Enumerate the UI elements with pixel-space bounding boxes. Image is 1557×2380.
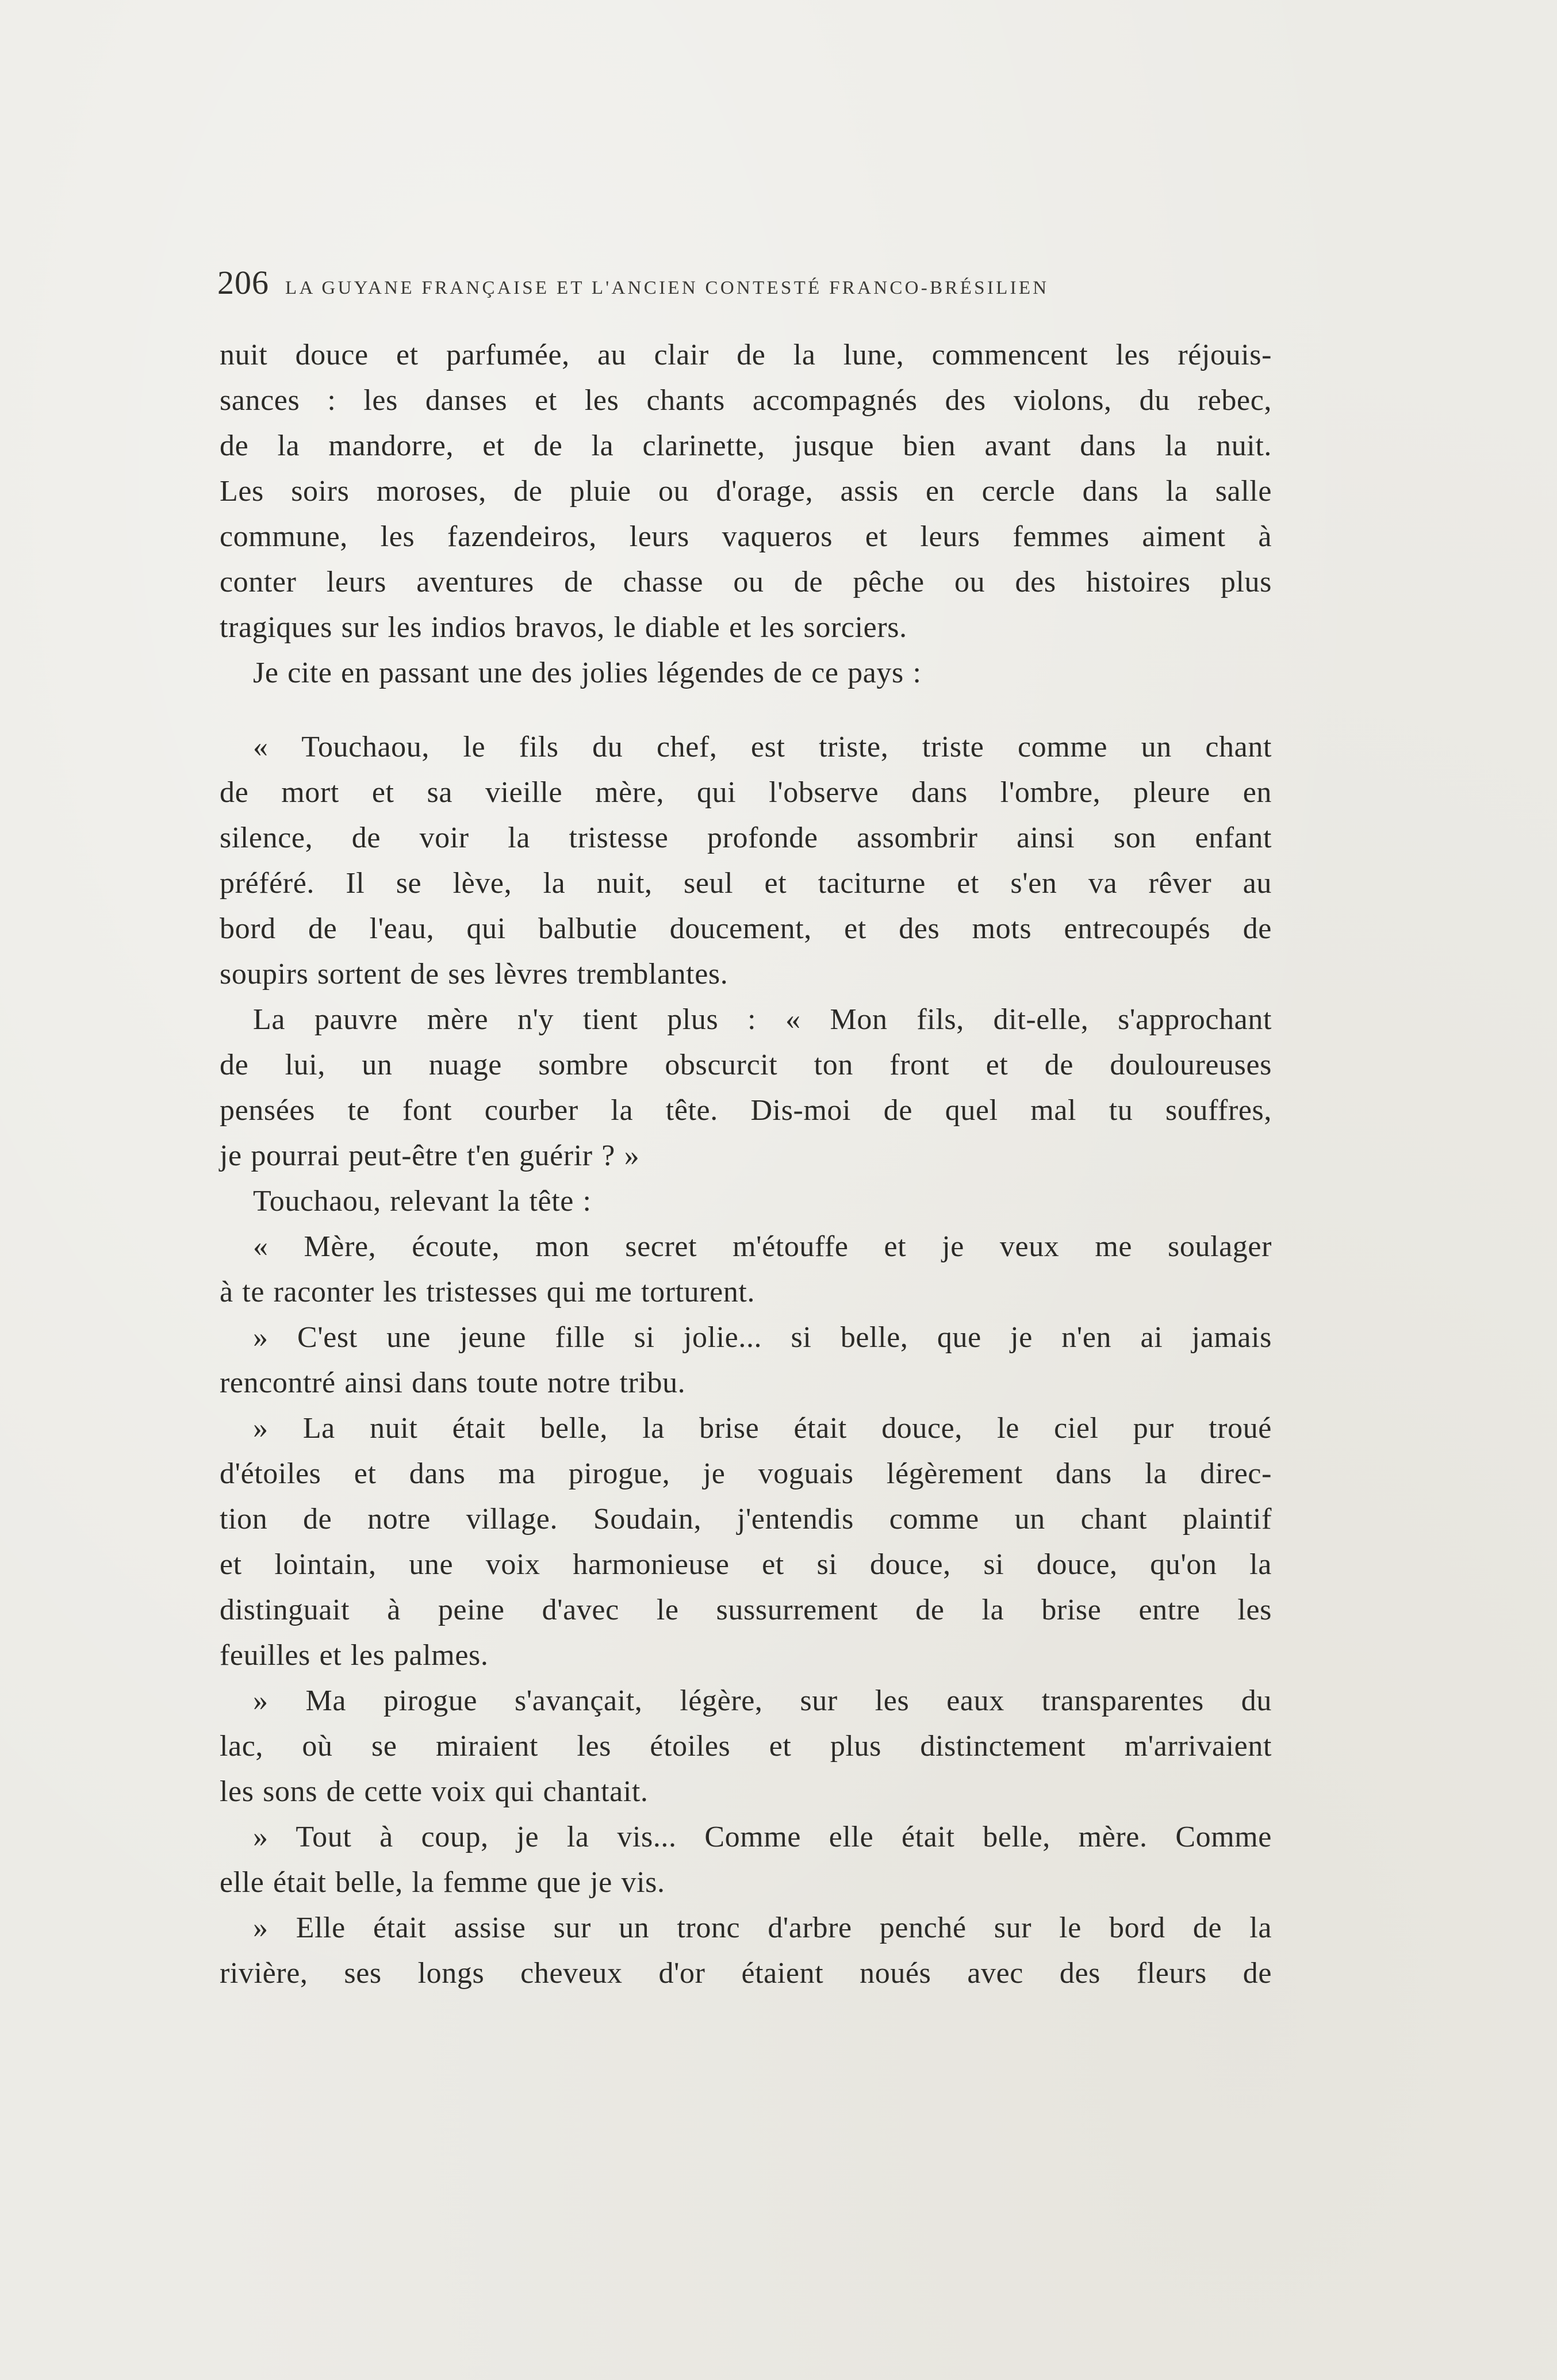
text-line: les sons de cette voix qui chantait.: [220, 1775, 649, 1808]
text-line: nuit douce et parfumée, au clair de la lune, commencent les réjouis-: [220, 339, 1272, 371]
running-title: LA GUYANE FRANÇAISE ET L'ANCIEN CONTESTÉ FRANCO-BRÉSILIEN: [285, 278, 1049, 298]
text-line: Touchaou, relevant la tête :: [253, 1185, 592, 1218]
text-line: sances : les danses et les chants accompagnés des violons, du rebec,: [220, 384, 1272, 417]
text-line: bord de l'eau, qui balbutie doucement, et des mots entrecoupés de: [220, 912, 1272, 945]
text-line: d'étoiles et dans ma pirogue, je voguais légèrement dans la direc-: [220, 1457, 1272, 1490]
text-line: silence, de voir la tristesse profonde assombrir ainsi son enfant: [220, 822, 1272, 854]
text-line: pensées te font courber la tête. Dis-moi de quel mal tu souffres,: [220, 1094, 1272, 1127]
text-line: conter leurs aventures de chasse ou de pêche ou des histoires plus: [220, 566, 1272, 598]
text-line: feuilles et les palmes.: [220, 1639, 489, 1672]
text-line: » La nuit était belle, la brise était douce, le ciel pur troué: [253, 1412, 1272, 1445]
text-line: distinguait à peine d'avec le sussurrement de la brise entre les: [220, 1594, 1272, 1626]
text-line: » C'est une jeune fille si jolie... si belle, que je n'en ai jamais: [253, 1321, 1272, 1354]
text-line: elle était belle, la femme que je vis.: [220, 1866, 665, 1899]
text-line: » Elle était assise sur un tronc d'arbre penché sur le bord de la: [253, 1911, 1272, 1944]
text-line: de la mandorre, et de la clarinette, jusque bien avant dans la nuit.: [220, 429, 1272, 462]
text-line: » Tout à coup, je la vis... Comme elle était belle, mère. Comme: [253, 1821, 1272, 1853]
text-line: préféré. Il se lève, la nuit, seul et taciturne et s'en va rêver au: [220, 867, 1272, 900]
text-line: soupirs sortent de ses lèvres tremblantes.: [220, 958, 728, 991]
text-line: « Touchaou, le fils du chef, est triste, triste comme un chant: [253, 731, 1272, 763]
text-line: La pauvre mère n'y tient plus : « Mon fils, dit-elle, s'approchant: [253, 1003, 1272, 1036]
page-number: 206: [217, 264, 269, 301]
text-line: lac, où se miraient les étoiles et plus distinctement m'arrivaient: [220, 1730, 1272, 1763]
text-line: à te raconter les tristesses qui me torturent.: [220, 1276, 756, 1308]
body-text: [220, 332, 1272, 1996]
text-line: de mort et sa vieille mère, qui l'observe dans l'ombre, pleure en: [220, 776, 1272, 809]
text-line: je pourrai peut-être t'en guérir ? »: [220, 1139, 640, 1172]
text-line: et lointain, une voix harmonieuse et si douce, si douce, qu'on la: [220, 1548, 1272, 1581]
text-line: » Ma pirogue s'avançait, légère, sur les eaux transparentes du: [253, 1684, 1272, 1717]
text-line: rivière, ses longs cheveux d'or étaient noués avec des fleurs de: [220, 1957, 1272, 1990]
text-line: Je cite en passant une des jolies légendes de ce pays :: [253, 657, 922, 689]
text-line: « Mère, écoute, mon secret m'étouffe et je veux me soulager: [253, 1230, 1272, 1263]
running-head: [217, 263, 1275, 304]
text-line: commune, les fazendeiros, leurs vaqueros et leurs femmes aiment à: [220, 520, 1272, 553]
text-line: rencontré ainsi dans toute notre tribu.: [220, 1366, 686, 1399]
text-line: tragiques sur les indios bravos, le diable et les sorciers.: [220, 611, 907, 644]
paragraph-gap: [220, 696, 1272, 724]
text-line: de lui, un nuage sombre obscurcit ton front et de douloureuses: [220, 1049, 1272, 1081]
text-line: tion de notre village. Soudain, j'entendis comme un chant plaintif: [220, 1503, 1272, 1536]
text-line: Les soirs moroses, de pluie ou d'orage, assis en cercle dans la salle: [220, 475, 1272, 508]
